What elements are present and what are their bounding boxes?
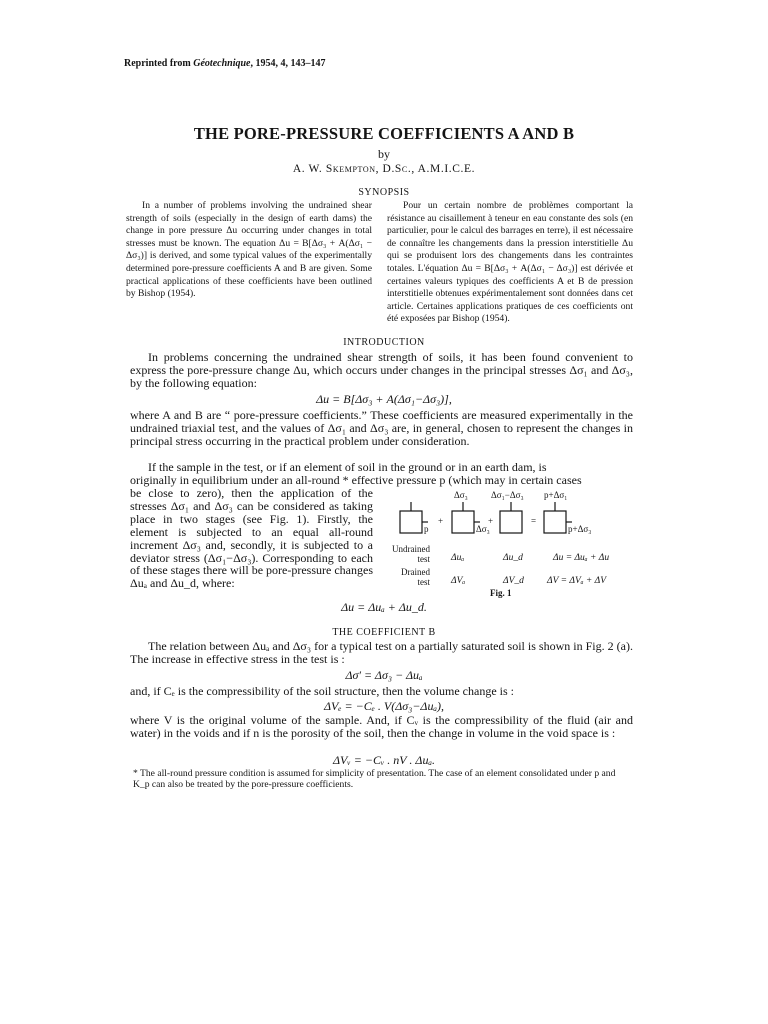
paper-title: THE PORE-PRESSURE COEFFICIENTS A AND B <box>193 124 575 143</box>
journal-name: Géotechnique <box>193 58 251 69</box>
label-deviator-top: Δσ₁−Δσ₃ <box>491 490 524 500</box>
cell-drained-a: ΔVₐ <box>451 576 466 586</box>
introduction-heading: INTRODUCTION <box>343 337 425 348</box>
element-box-3 <box>500 511 522 533</box>
cell-drained-total: ΔV = ΔVₐ + ΔV <box>547 576 607 586</box>
cell-drained-d: ΔV_d <box>503 576 524 586</box>
intro-paragraph-1: In problems concerning the undrained shear strength of soils, it has been found convenient to express the pore-pressure change Δu, which occurs under changes in the principal stresses Δσ₁ and Δσ₃, by the following equation: <box>130 350 633 390</box>
element-box-2 <box>452 511 474 533</box>
row-label-undrained: Undrained test <box>392 544 430 564</box>
reprint-notice: Reprinted from Géotechnique, 1954, 4, 143–147 <box>124 58 326 69</box>
coefficient-b-paragraph-1: The relation between Δuₐ and Δσ₃ for a typical test on a partially saturated soil is shown in Fig. 2 (a). The increase in effective stress in the test is : <box>130 639 633 666</box>
cell-undrained-a: Δuₐ <box>451 553 465 563</box>
plus-operator-1: + <box>438 516 444 526</box>
synopsis-french: Pour un certain nombre de problèmes comportant la résistance au cisaillement à teneur en eau constante des sols (en particulier, pour le calcul des barrages en terre), il est nécessaire de connaître les changements dans la pression interstitielle Δu qui se produisent lors des changements dans les contraintes totales. L'équation Δu = B[Δσ₃ + A(Δσ₁ − Δσ₃)] est dérivée et certaines valeurs typiques des coefficients A et B de pression interstitielle obtenues expérimentalement sont données dans cet article. Certaines applications pratiques de ces coefficients ont été exposées par Bishop (1954). <box>387 200 633 325</box>
equation-void-volume: ΔVᵥ = −Cᵥ . nV . Δuₐ. <box>333 753 435 767</box>
cell-undrained-total: Δu = Δuₐ + Δu <box>553 553 610 563</box>
author: A. W. Skempton, D.Sc., A.M.I.C.E. <box>292 163 476 175</box>
row-label-drained: Drained test <box>401 567 430 587</box>
element-box-1 <box>400 511 422 533</box>
equation-structure-volume: ΔVₑ = −Cₑ . V(Δσ₃−Δuₐ), <box>324 699 444 713</box>
coefficient-b-heading: THE COEFFICIENT B <box>332 627 436 638</box>
label-delta-sigma3-top: Δσ₃ <box>454 490 468 500</box>
byline: by <box>378 147 390 161</box>
coefficient-b-paragraph-3: where V is the original volume of the sample. And, if Cᵥ is the compressibility of the fluid (air and water) in the voids and if n is the porosity of the soil, then the change in volume in the void space is : <box>130 713 633 740</box>
synopsis-heading: SYNOPSIS <box>358 187 410 198</box>
figure-1 <box>378 490 638 602</box>
intro-paragraph-3-wrap: be close to zero), then the application of the stresses Δσ₁ and Δσ₃ can be considered as taking place in two stages (see Fig. 1). Firstly, the element is subjected to an equal all-round increment Δσ₃ and, secondly, it is subjected to a deviator stress (Δσ₁−Δσ₃). Corresponding to each of these stages there will be pore-pressure changes Δuₐ and Δu_d, where: <box>130 486 373 591</box>
intro-paragraph-3-lines: If the sample in the test, or if an element of soil in the ground or in an earth dam, is originally in equilibrium under an all-round * effective pressure p (which may in certain cases <box>130 460 582 487</box>
plus-operator-2: + <box>488 516 494 526</box>
equation-effective-stress: Δσ′ = Δσ₃ − Δuₐ <box>345 668 423 682</box>
equals-operator: = <box>531 516 537 526</box>
label-p-plus-sigma1-top: p+Δσ₁ <box>544 490 568 500</box>
intro-paragraph-2: where A and B are “ pore-pressure coefficients.” These coefficients are measured experimentally in the undrained triaxial test, and the values of Δσ₁ and Δσ₃ are, in general, chosen to represent the changes in principal stress occurring in the practical problem under consideration. <box>130 408 633 448</box>
equation-main: Δu = B[Δσ₃ + A(Δσ₁−Δσ₃)], <box>316 392 452 406</box>
figure-caption: Fig. 1 <box>490 588 512 598</box>
equation-sum: Δu = Δuₐ + Δu_d. <box>341 600 427 614</box>
coefficient-b-paragraph-2: and, if Cₑ is the compressibility of the soil structure, then the volume change is : <box>130 684 514 698</box>
label-delta-sigma3-side: Δσ₃ <box>476 524 490 534</box>
synopsis-english: In a number of problems involving the undrained shear strength of soils (especially in the design of earth dams) the change in pore pressure Δu occurring under changes in total stresses must be known. The equation Δu = B[Δσ₃ + A(Δσ₁ − Δσ₃)] is derived, and some typical values of the experimentally determined pore-pressure coefficients A and B are given. Some practical applications of these coefficients have been outlined by Bishop (1954). <box>126 200 372 300</box>
label-p-side: p <box>424 524 429 534</box>
footnote: * The all-round pressure condition is assumed for simplicity of presentation. The case of an element consolidated under p and K_p can also be treated by the pore-pressure coefficients. <box>133 768 616 790</box>
element-box-4 <box>544 511 566 533</box>
label-p-plus-sigma3-side: p+Δσ₃ <box>568 524 592 534</box>
cell-undrained-d: Δu_d <box>503 553 523 563</box>
